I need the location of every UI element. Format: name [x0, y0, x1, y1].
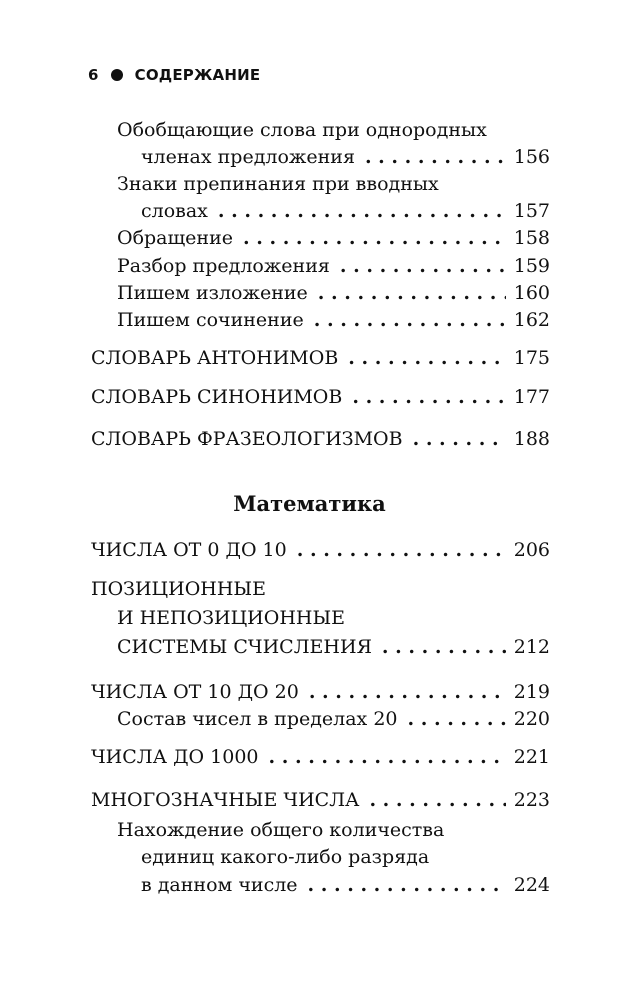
toc-entry	[91, 346, 550, 370]
dot-leader	[382, 635, 506, 659]
toc-page-number: 212	[513, 636, 550, 658]
dot-leader	[297, 538, 506, 562]
dot-leader	[369, 788, 505, 812]
toc-page-number: 221	[513, 746, 550, 768]
toc-entry	[141, 873, 550, 897]
dot-leader	[365, 145, 506, 169]
toc-page-number: 177	[513, 386, 550, 408]
toc-entry-text: Разбор предложения	[117, 255, 330, 277]
toc-page-number: 159	[513, 255, 550, 277]
toc-entry	[117, 635, 550, 659]
toc-page-number: 158	[513, 227, 550, 249]
toc-entry-text: ЧИСЛА ДО 1000	[91, 746, 259, 768]
dot-leader	[269, 745, 506, 769]
toc-entry	[117, 254, 550, 278]
toc-entry	[117, 281, 550, 305]
dot-leader	[308, 873, 506, 897]
toc-entry-text: в данном числе	[141, 874, 298, 896]
dot-leader	[218, 199, 506, 223]
dot-leader	[309, 680, 506, 704]
bullet-icon	[111, 69, 123, 81]
toc-page-number: 206	[513, 539, 550, 561]
toc-entry-text: Состав чисел в пределах 20	[117, 708, 398, 730]
toc-page-number: 220	[513, 708, 550, 730]
toc-entry	[91, 788, 550, 812]
toc-page-number: 219	[513, 681, 550, 703]
dot-leader	[340, 254, 506, 278]
toc-entry	[141, 145, 550, 169]
toc-entry-text: словах	[141, 200, 208, 222]
running-header	[88, 66, 260, 84]
toc-entry-line: И НЕПОЗИЦИОННЫЕ	[117, 607, 346, 629]
dot-leader	[413, 427, 506, 451]
toc-entry-line: ПОЗИЦИОННЫЕ	[91, 578, 266, 600]
toc-page-number: 157	[513, 200, 550, 222]
toc-entry-text: ЧИСЛА ОТ 10 ДО 20	[91, 681, 299, 703]
toc-page-number: 223	[513, 789, 550, 811]
toc-entry	[91, 427, 550, 451]
dot-leader	[243, 226, 506, 250]
toc-entry	[141, 199, 550, 223]
toc-page-number: 224	[513, 874, 550, 896]
toc-entry-text: СИСТЕМЫ СЧИСЛЕНИЯ	[117, 636, 372, 658]
toc-entry-text: Пишем изложение	[117, 282, 308, 304]
toc-entry	[91, 680, 550, 704]
toc-entry-line: Обобщающие слова при однородных	[117, 119, 487, 141]
toc-entry-text: МНОГОЗНАЧНЫЕ ЧИСЛА	[91, 789, 360, 811]
toc-page-number: 188	[513, 428, 550, 450]
toc-page-number: 162	[513, 309, 550, 331]
toc-entry-line: Нахождение общего количества	[117, 819, 445, 841]
section-title: Математика	[233, 491, 386, 516]
toc-entry-text: членах предложения	[141, 146, 355, 168]
page-number: 6	[88, 66, 99, 84]
toc-entry	[91, 538, 550, 562]
running-header-title: СОДЕРЖАНИЕ	[134, 66, 261, 84]
dot-leader	[318, 281, 506, 305]
toc-page-number: 160	[513, 282, 550, 304]
toc-page-number: 156	[513, 146, 550, 168]
toc-entry-line: Знаки препинания при вводных	[117, 173, 439, 195]
toc-entry-text: Пишем сочинение	[117, 309, 304, 331]
toc-entry-line: единиц какого-либо разряда	[141, 846, 430, 868]
toc-entry	[117, 707, 550, 731]
toc-entry	[117, 226, 550, 250]
toc-entry	[91, 385, 550, 409]
toc-entry-text: ЧИСЛА ОТ 0 ДО 10	[91, 539, 287, 561]
dot-leader	[314, 308, 506, 332]
toc-entry	[91, 745, 550, 769]
dot-leader	[352, 385, 505, 409]
dot-leader	[408, 707, 506, 731]
toc-page-number: 175	[513, 347, 550, 369]
toc-entry-text: Обращение	[117, 227, 233, 249]
toc-entry-text: СЛОВАРЬ АНТОНИМОВ	[91, 347, 339, 369]
toc-entry	[117, 308, 550, 332]
dot-leader	[348, 346, 505, 370]
toc-entry-text: СЛОВАРЬ ФРАЗЕОЛОГИЗМОВ	[91, 428, 403, 450]
toc-entry-text: СЛОВАРЬ СИНОНИМОВ	[91, 386, 343, 408]
